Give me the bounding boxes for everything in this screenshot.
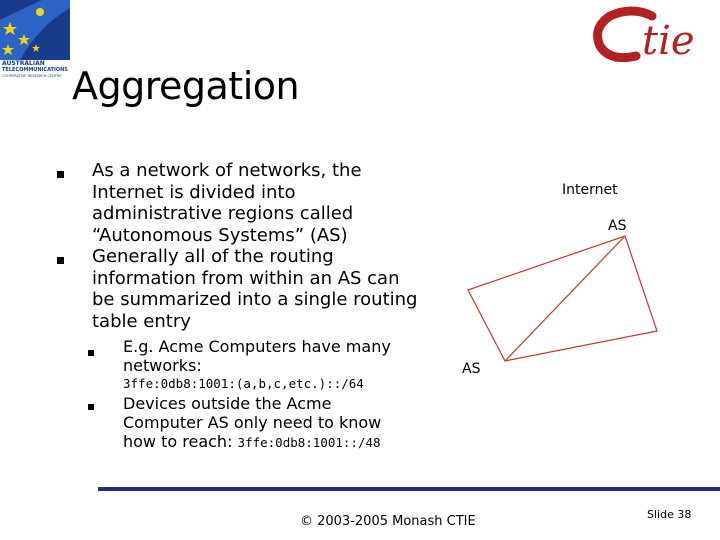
bullet-2-line-2: information from within an AS can xyxy=(92,267,400,289)
subbullet-1-line-1: E.g. Acme Computers have many xyxy=(123,337,391,356)
internet-label: Internet xyxy=(562,182,618,198)
ctie-logo xyxy=(592,6,720,68)
bullet-2-text xyxy=(92,246,417,332)
atcrc-logo-graphic xyxy=(0,0,70,96)
as-label-bottom: AS xyxy=(462,361,481,377)
bullet-marker-2 xyxy=(57,257,64,264)
bullet-1-line-2: Internet is divided into xyxy=(92,181,296,203)
bullet-2-line-1: Generally all of the routing xyxy=(92,246,334,267)
subbullet-1-line-2: networks: xyxy=(123,356,202,375)
logo-text-australian: AUSTRALIAN xyxy=(2,60,45,67)
bullet-2-line-3: be summarized into a single routing xyxy=(92,289,418,310)
slide-title: Aggregation xyxy=(72,64,300,108)
logo-text-crc: COOPERATIVE RESEARCH CENTRE xyxy=(2,74,62,78)
subbullet-2-text xyxy=(123,394,381,452)
subbullet-2-line-3 xyxy=(123,432,381,452)
ctie-logo-wordmark: tie xyxy=(642,18,695,64)
bullet-1-line-3: administrative regions called xyxy=(92,203,354,224)
footer-copyright: © 2003-2005 Monash CTIE xyxy=(300,514,476,529)
footer-rule xyxy=(98,487,720,491)
subbullet-2-prefix: how to reach: xyxy=(123,432,238,451)
bullet-1-text xyxy=(92,160,362,246)
as-label-top: AS xyxy=(608,218,627,234)
as-diagonal-link xyxy=(505,236,625,361)
internet-quadrilateral xyxy=(468,236,657,361)
atcrc-logo xyxy=(0,0,70,96)
logo-text-telecom: TELECOMMUNICATIONS xyxy=(2,67,68,73)
bullet-2-line-4: table entry xyxy=(92,310,191,332)
slide-number: Slide 38 xyxy=(647,508,692,521)
bullet-1-line-1: As a network of networks, the xyxy=(92,160,362,181)
subbullet-2-line-2: Computer AS only need to know xyxy=(123,413,382,432)
subbullet-1-text xyxy=(123,337,391,393)
subbullet-marker-1 xyxy=(88,350,94,356)
subbullet-2-code: 3ffe:0db8:1001::/48 xyxy=(237,435,381,450)
ctie-logo-graphic xyxy=(592,6,720,68)
subbullet-2-line-1: Devices outside the Acme xyxy=(123,394,332,413)
bullet-1-line-4: “Autonomous Systems” (AS) xyxy=(92,224,348,246)
subbullet-1-code: 3ffe:0db8:1001:(a,b,c,etc.)::/64 xyxy=(123,376,364,391)
subbullet-marker-2 xyxy=(88,404,94,410)
bullet-marker-1 xyxy=(57,171,64,178)
